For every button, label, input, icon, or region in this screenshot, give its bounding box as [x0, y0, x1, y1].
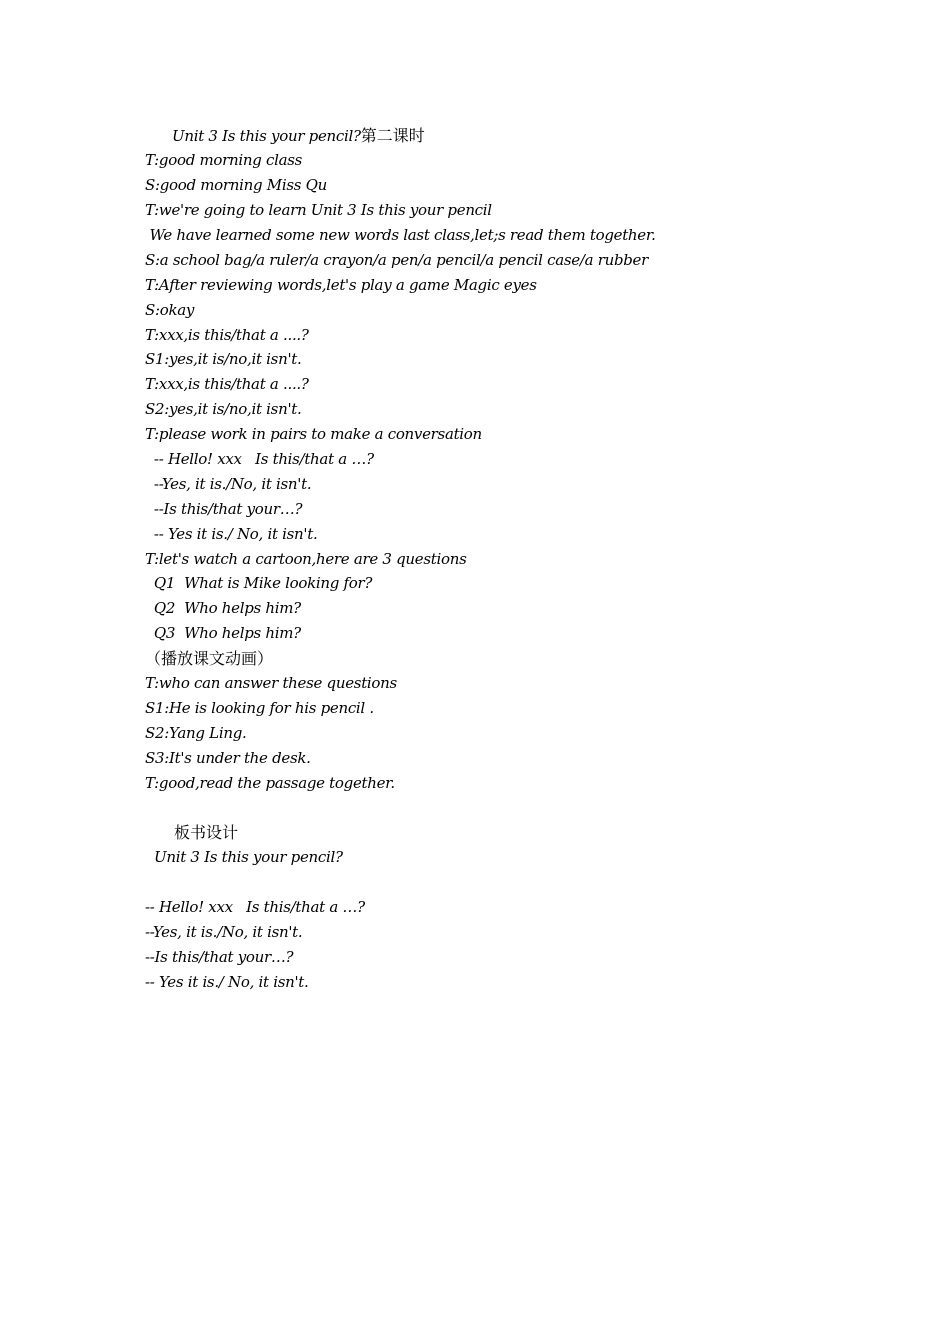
dialogue-line: S2:Yang Ling.	[145, 724, 247, 742]
dialogue-line: T:we're going to learn Unit 3 Is this your pencil	[145, 201, 492, 219]
board-line: --Yes, it is./No, it isn't.	[145, 923, 303, 941]
question-line: Q2 Who helps him?	[145, 599, 301, 617]
dialogue-line: T:good,read the passage together.	[145, 774, 395, 792]
dialogue-line: S3:It's under the desk.	[145, 749, 311, 767]
dialogue-line: S:okay	[145, 301, 195, 319]
dialogue-line: T:please work in pairs to make a conversation	[145, 425, 482, 443]
dialogue-line: T:who can answer these questions	[145, 674, 397, 692]
dialogue-line: T:xxx,is this/that a ....?	[145, 326, 309, 344]
dialogue-line: S:a school bag/a ruler/a crayon/a pen/a pencil/a pencil case/a rubber	[145, 251, 648, 269]
dialogue-line: -- Yes it is./ No, it isn't.	[145, 525, 318, 543]
dialogue-line: --Is this/that your…?	[145, 500, 303, 518]
board-line: -- Yes it is./ No, it isn't.	[145, 973, 309, 991]
board-line: --Is this/that your…?	[145, 948, 294, 966]
question-line: Q1 What is Mike looking for?	[145, 574, 373, 592]
board-design-heading: 板书设计	[174, 823, 239, 842]
dialogue-line: T:let's watch a cartoon,here are 3 questions	[145, 550, 467, 568]
board-line: Unit 3 Is this your pencil?	[154, 848, 343, 866]
lesson-title: Unit 3 Is this your pencil?第二课时	[172, 126, 425, 145]
board-line: -- Hello! xxx Is this/that a …?	[145, 898, 365, 916]
dialogue-line: S1:He is looking for his pencil .	[145, 699, 374, 717]
dialogue-line: S2:yes,it is/no,it isn't.	[145, 400, 302, 418]
lesson-period-label: 第二课时	[360, 126, 425, 145]
dialogue-line: T:xxx,is this/that a ....?	[145, 375, 309, 393]
dialogue-line: We have learned some new words last class,let;s read them together.	[145, 226, 656, 244]
dialogue-line: -- Hello! xxx Is this/that a …?	[145, 450, 374, 468]
dialogue-line: --Yes, it is./No, it isn't.	[145, 475, 312, 493]
stage-direction: （播放课文动画）	[145, 649, 274, 668]
dialogue-line: T:After reviewing words,let's play a game Magic eyes	[145, 276, 537, 294]
dialogue-line: S:good morning Miss Qu	[145, 176, 327, 194]
question-line: Q3 Who helps him?	[145, 624, 301, 642]
dialogue-line: S1:yes,it is/no,it isn't.	[145, 350, 302, 368]
dialogue-line: T:good morning class	[145, 151, 303, 169]
